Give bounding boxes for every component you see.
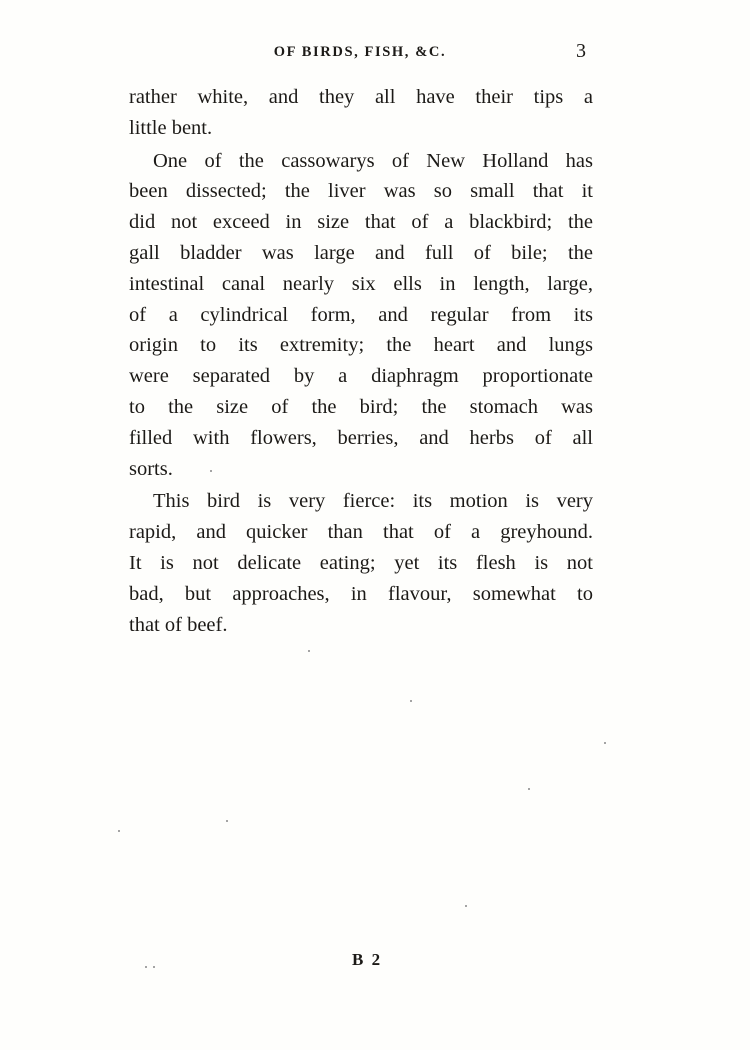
text-line: been dissected; the liver was so small that it xyxy=(129,180,593,203)
text-line: gall bladder was large and full of bile; the xyxy=(129,241,593,264)
paper-speck xyxy=(210,470,212,472)
text-line: This bird is very fierce: its motion is very xyxy=(153,490,593,513)
text-line: bad, but approaches, in flavour, somewhat to xyxy=(129,582,593,605)
text-line: filled with flowers, berries, and herbs of all xyxy=(129,426,593,449)
page-number: 3 xyxy=(576,40,586,62)
text-line: intestinal canal nearly six ells in length, large, xyxy=(129,272,593,295)
paragraph xyxy=(129,486,593,640)
text-line: origin to its extremity; the heart and lungs xyxy=(129,334,593,357)
text-line: One of the cassowarys of New Holland has xyxy=(153,149,593,172)
paper-speck xyxy=(145,966,147,968)
signature-mark: B 2 xyxy=(352,950,383,969)
paper-speck xyxy=(410,700,412,702)
paragraph xyxy=(129,146,593,485)
text-line: that of beef. xyxy=(129,613,228,636)
text-line: to the size of the bird; the stomach was xyxy=(129,395,593,418)
paper-speck xyxy=(465,905,467,907)
paragraph xyxy=(129,82,593,144)
text-line: rapid, and quicker than that of a greyhound. xyxy=(129,521,593,544)
text-line: rather white, and they all have their tips a xyxy=(129,86,593,108)
text-line: of a cylindrical form, and regular from its xyxy=(129,303,593,326)
paper-speck xyxy=(153,966,155,968)
text-line: were separated by a diaphragm proportionate xyxy=(129,365,593,388)
paper-speck xyxy=(308,650,310,652)
text-line: It is not delicate eating; yet its flesh is not xyxy=(129,551,593,574)
paper-speck xyxy=(604,742,606,744)
text-line: little bent. xyxy=(129,116,213,139)
paper-speck xyxy=(528,788,530,790)
running-title: OF BIRDS, FISH, &C. xyxy=(273,44,447,60)
paper-speck xyxy=(226,820,228,822)
text-line: sorts. xyxy=(129,457,173,480)
running-head xyxy=(130,40,590,68)
body-text xyxy=(129,82,593,640)
text-line: did not exceed in size that of a blackbird; the xyxy=(129,211,593,234)
paper-speck xyxy=(118,830,120,832)
